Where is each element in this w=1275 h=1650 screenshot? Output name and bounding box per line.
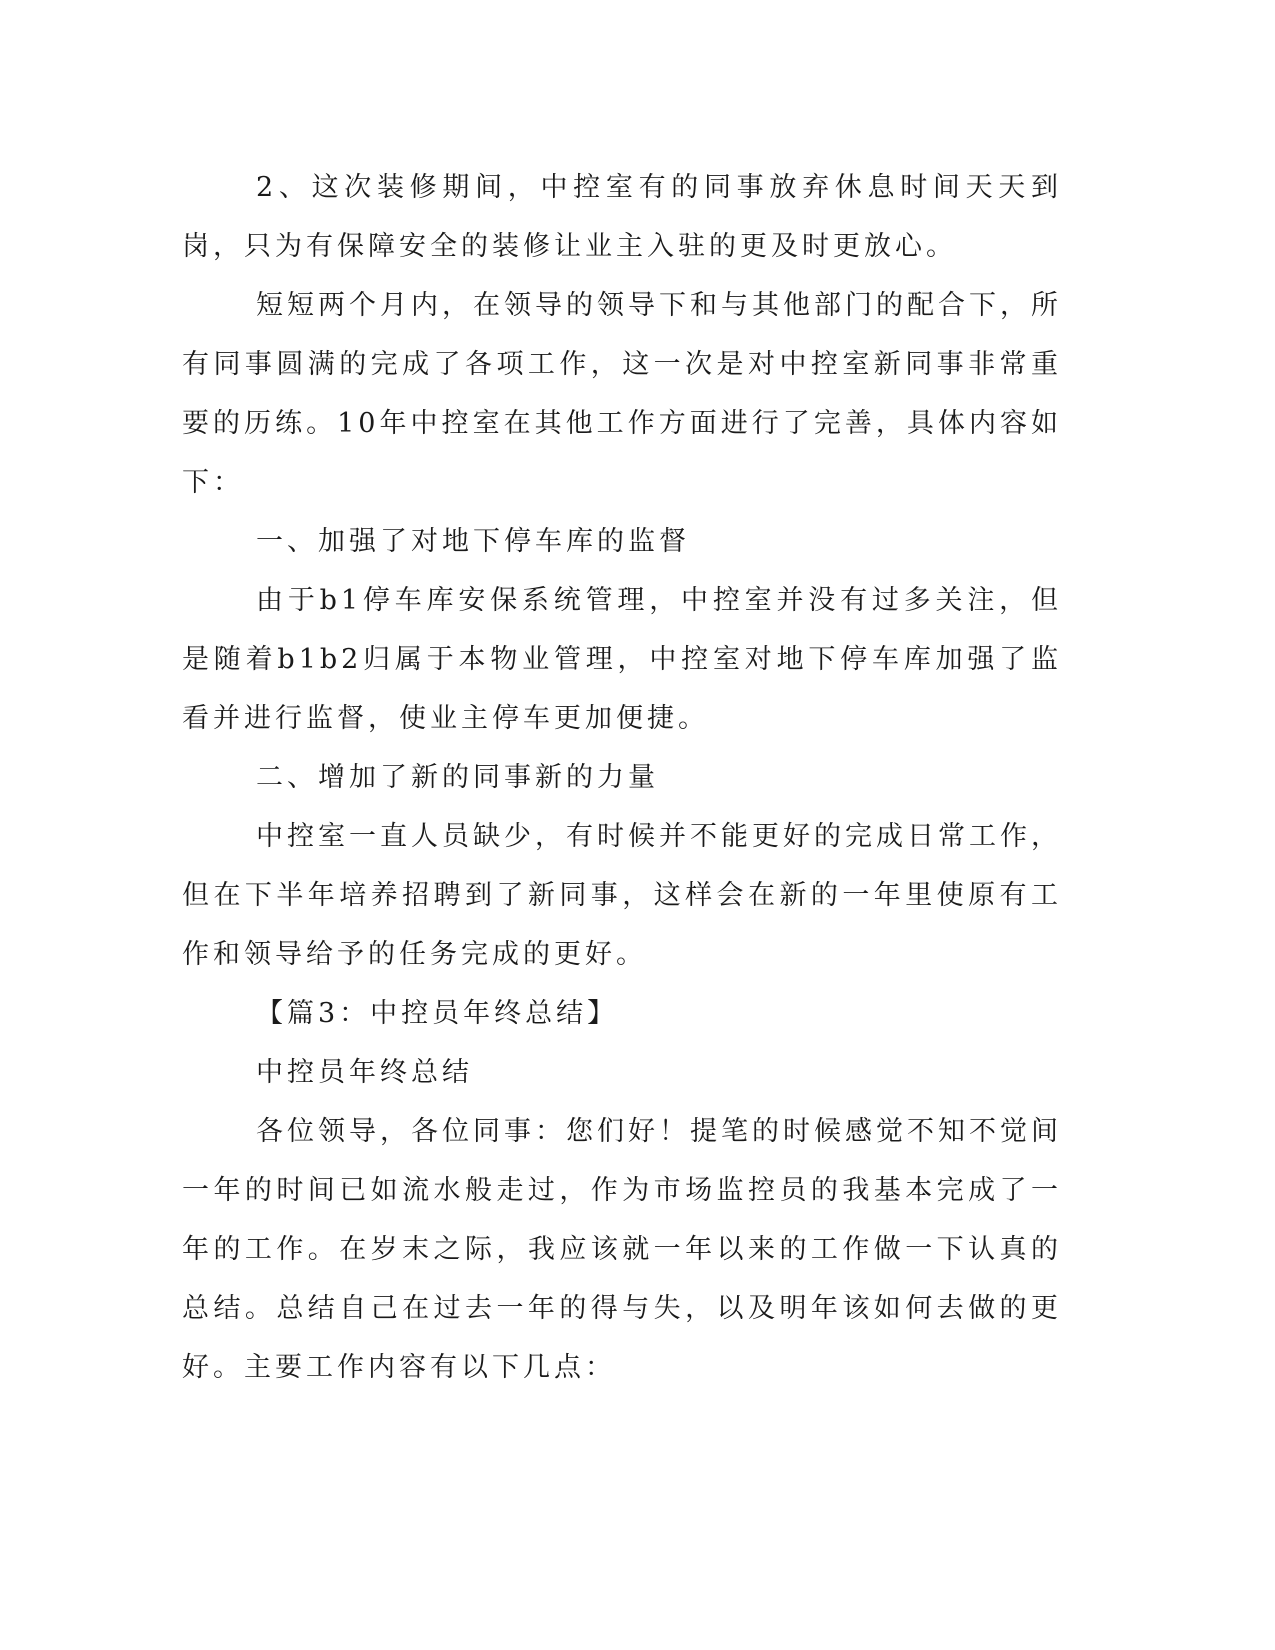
heading-parking-supervision: 一、加强了对地下停车库的监督: [256, 526, 690, 557]
paragraph-two-months: 短短两个月内，在领导的领导下和与其他部门的配合下，所有同事圆满的完成了各项工作，这一次是对中控室新同事非常重要的历练。10年中控室在其他工作方面进行了完善，具体内容如下：: [182, 290, 1062, 498]
paragraph-greeting: 各位领导，各位同事：您们好！提笔的时候感觉不知不觉间一年的时间已如流水般走过，作为市场监控员的我基本完成了一年的工作。在岁末之际，我应该就一年以来的工作做一下认真的总结。总结自己在过去一年的得与失，以及明年该如何去做的更好。主要工作内容有以下几点：: [182, 1116, 1062, 1383]
section-title: 【篇3：中控员年终总结】: [256, 998, 619, 1029]
paragraph-renovation: 2、这次装修期间，中控室有的同事放弃休息时间天天到岗，只为有保障安全的装修让业主入驻的更及时更放心。: [182, 172, 1062, 262]
heading-new-colleagues: 二、增加了新的同事新的力量: [256, 762, 659, 793]
document-subtitle: 中控员年终总结: [256, 1057, 473, 1088]
paragraph-staffing: 中控室一直人员缺少，有时候并不能更好的完成日常工作，但在下半年培养招聘到了新同事，这样会在新的一年里使原有工作和领导给予的任务完成的更好。: [182, 821, 1062, 970]
document-body: [182, 158, 1062, 1397]
paragraph-parking: 由于b1停车库安保系统管理，中控室并没有过多关注，但是随着b1b2归属于本物业管理，中控室对地下停车库加强了监看并进行监督，使业主停车更加便捷。: [182, 585, 1062, 734]
